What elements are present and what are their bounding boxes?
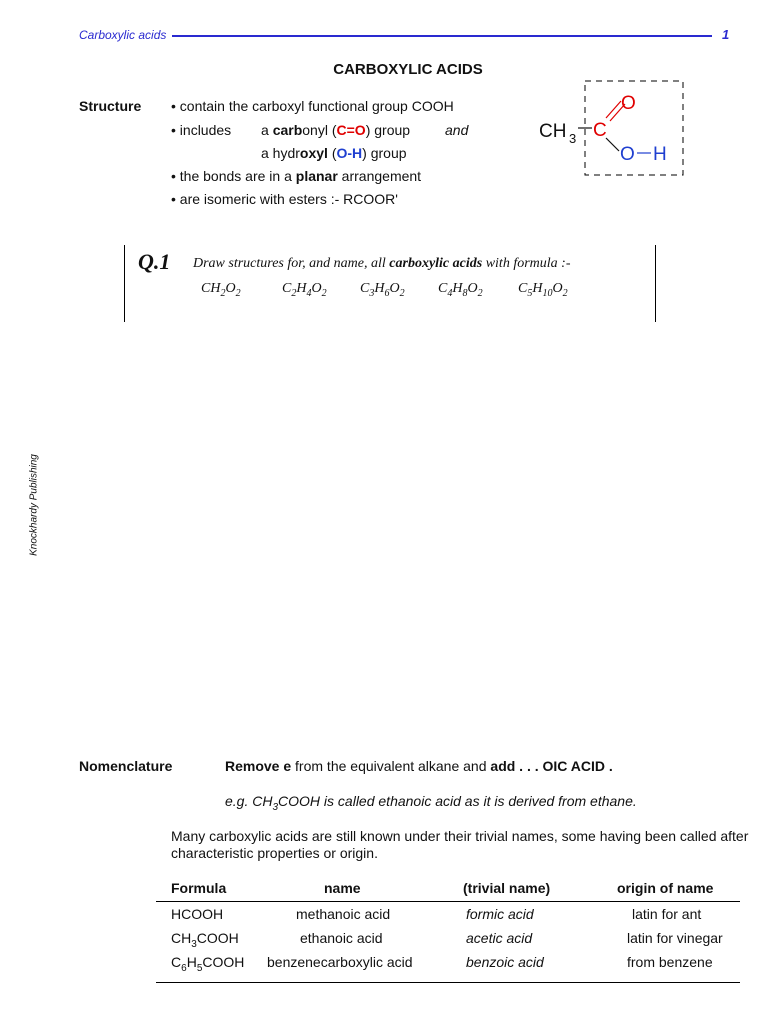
page-title: CARBOXYLIC ACIDS xyxy=(333,61,483,78)
bullet: • xyxy=(171,191,176,207)
structure-text: contain the carboxyl functional group COOH xyxy=(179,98,454,114)
structure-text-bold: planar xyxy=(295,168,338,184)
structure-bullet-2 xyxy=(171,122,231,138)
header-divider xyxy=(172,35,712,37)
structure-bullet-1 xyxy=(171,98,454,114)
nomenclature-label: Nomenclature xyxy=(79,758,173,774)
methyl-label: CH xyxy=(539,121,567,142)
structure-text-and: and xyxy=(445,122,469,138)
table-cell-name: benzenecarboxylic acid xyxy=(267,954,413,970)
table-cell-trivial: benzoic acid xyxy=(466,954,544,970)
question-text-bold: carboxylic acids xyxy=(389,256,483,271)
table-cell-name: ethanoic acid xyxy=(300,930,383,946)
trivial-names-intro: Many carboxylic acids are still known under their trivial names, some having been called after characteristic properties or origin. xyxy=(171,828,749,861)
methyl-subscript: 3 xyxy=(569,131,577,146)
header-title: Carboxylic acids xyxy=(79,28,167,42)
structure-text: ) group xyxy=(365,122,411,138)
question-text xyxy=(193,256,570,272)
carbonyl-oxygen: O xyxy=(621,93,636,114)
bullet: • xyxy=(171,98,176,114)
question-text-part: with formula :- xyxy=(482,256,571,271)
structure-text: ( xyxy=(327,145,337,161)
bond-c-o-single xyxy=(606,138,619,151)
table-header-origin: origin of name xyxy=(617,880,714,896)
hydroxyl-line xyxy=(261,145,407,161)
table-divider-top xyxy=(156,901,740,902)
table-cell-formula: $CH_3COOH$ xyxy=(171,930,239,950)
carbonyl-line xyxy=(261,122,410,138)
table-cell-name: methanoic acid xyxy=(296,906,391,922)
question-label: Q.1 xyxy=(138,249,171,274)
structure-text: are isomeric with esters :- RCOOR' xyxy=(179,191,398,207)
table-cell-origin: from benzene xyxy=(627,954,713,970)
publisher-side-text: Knockhardy Publishing xyxy=(28,454,40,556)
rule-bold: add . . . OIC ACID . xyxy=(490,758,613,774)
table-divider-bottom xyxy=(156,982,740,983)
table-cell-trivial: formic acid xyxy=(466,906,534,922)
structure-text-bold: oxyl xyxy=(299,145,328,161)
nomenclature-rule xyxy=(225,758,613,774)
structure-text-bold: carb xyxy=(272,122,303,138)
formula-c5h10o2: $C_5H_{10}O_2$ xyxy=(518,281,568,299)
formula-c3h6o2: $C_3H_6O_2$ xyxy=(360,281,405,299)
structure-text: a hydr xyxy=(261,145,300,161)
structure-text: the bonds are in a xyxy=(179,168,296,184)
question-left-border xyxy=(124,245,125,322)
carbonyl-formula: C=O xyxy=(336,122,366,138)
bullet: • xyxy=(171,122,176,138)
structure-bullet-3 xyxy=(171,168,421,184)
structure-text: a xyxy=(261,122,269,138)
question-text-part: Draw structures for, and name, all xyxy=(193,256,390,271)
table-cell-origin: latin for ant xyxy=(632,906,702,922)
hydroxyl-hydrogen: H xyxy=(653,144,667,165)
table-header-name: name xyxy=(324,880,361,896)
formula-c2h4o2: $C_2H_4O_2$ xyxy=(282,281,327,299)
table-cell-formula: $C_6H_5COOH$ xyxy=(171,954,245,974)
structure-label: Structure xyxy=(79,98,142,114)
carbon-atom: C xyxy=(593,120,607,141)
hydroxyl-formula: O-H xyxy=(336,145,363,161)
table-cell-origin: latin for vinegar xyxy=(627,930,723,946)
table-header-formula: Formula xyxy=(171,880,227,896)
formula-c4h8o2: $C_4H_8O_2$ xyxy=(438,281,483,299)
structure-bullet-4 xyxy=(171,191,398,207)
table-cell-trivial: acetic acid xyxy=(466,930,533,946)
carboxyl-molecule-diagram xyxy=(535,78,695,183)
table-cell-formula: HCOOH xyxy=(171,906,224,922)
structure-text: arrangement xyxy=(337,168,422,184)
structure-text: includes xyxy=(179,122,232,138)
rule-bold: Remove e xyxy=(225,758,292,774)
page-number: 1 xyxy=(722,27,730,42)
table-header-trivial: (trivial name) xyxy=(463,880,551,896)
nomenclature-example: e.g. $CH_3COOH$ is called ethanoic acid as it is derived from ethane. xyxy=(225,793,637,813)
structure-text: ) group xyxy=(362,145,407,161)
question-right-border xyxy=(655,245,656,322)
structure-text: onyl ( xyxy=(302,122,337,138)
hydroxyl-oxygen: O xyxy=(620,144,635,165)
rule-text: from the equivalent alkane and xyxy=(291,758,491,774)
formula-ch2o2: $CH_2O_2$ xyxy=(201,281,241,299)
bullet: • xyxy=(171,168,176,184)
bond-c-o-double-a xyxy=(606,101,621,118)
